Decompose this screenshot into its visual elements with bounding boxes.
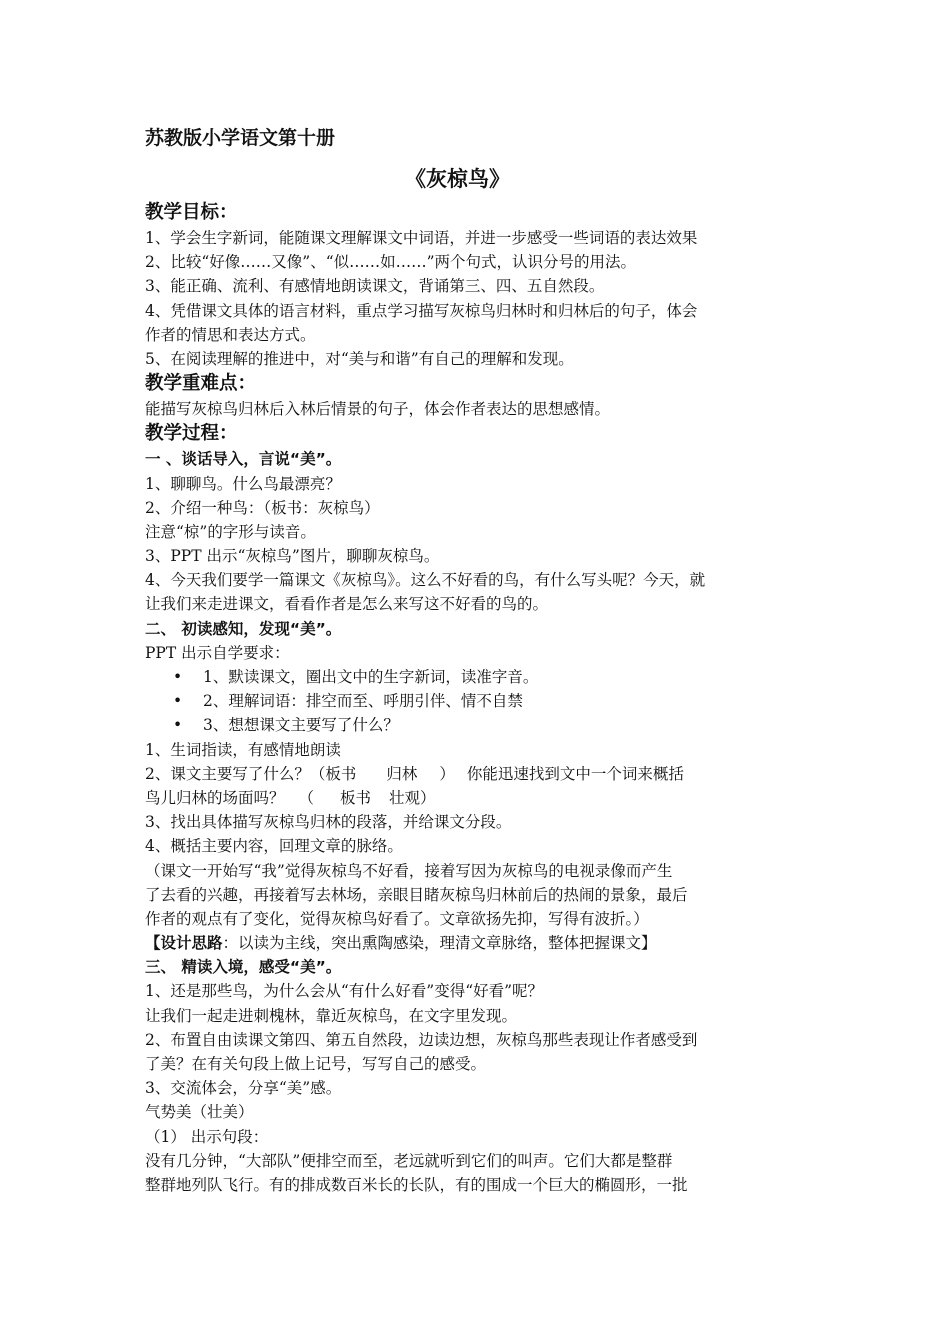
goal-line: 4、凭借课文具体的语言材料，重点学习描写灰椋鸟归林时和归林后的句子，体会 bbox=[145, 301, 698, 320]
section-3-line: 2、布置自由读课文第四、第五自然段，边读边想，灰椋鸟那些表现让作者感受到 bbox=[145, 1030, 698, 1049]
bullet-item bbox=[145, 713, 810, 737]
design-text: ：以读为主线，突出熏陶感染，理清文章脉络，整体把握课文】 bbox=[222, 934, 657, 953]
design-label: 【设计思路 bbox=[145, 934, 223, 953]
section-1-line: 让我们来走进课文，看看作者是怎么来写这不好看的鸟的。 bbox=[145, 595, 549, 614]
bullet-dot-icon: • bbox=[173, 668, 183, 686]
section-3-heading: 三、 精读入境，感受“美”。 bbox=[145, 958, 342, 977]
text-span: 你能迅速找到文中一个词来概括 bbox=[466, 764, 684, 783]
goal-line: 5、在阅读理解的推进中，对“美与和谐”有自己的理解和发现。 bbox=[145, 349, 574, 368]
section-1-line: 4、今天我们要学一篇课文《灰椋鸟》。这么不好看的鸟，有什么写头呢？今天，就 bbox=[145, 571, 706, 590]
goal-line: 作者的情思和表达方式。 bbox=[145, 325, 316, 344]
section-3-line: 整群地列队飞行。有的排成数百米长的长队，有的围成一个巨大的椭圆形，一批 bbox=[145, 1175, 688, 1194]
section-3-line: 让我们一起走进刺槐林，靠近灰椋鸟，在文字里发现。 bbox=[145, 1006, 518, 1025]
text-span: ） bbox=[439, 764, 455, 783]
text-span: 壮观） bbox=[389, 788, 436, 807]
goal-line: 3、能正确、流利、有感情地朗读课文，背诵第三、四、五自然段。 bbox=[145, 277, 605, 296]
section-2-line: 了去看的兴趣，再接着写去林场，亲眼目睹灰椋鸟归林前后的热闹的景象，最后 bbox=[145, 885, 688, 904]
section-2-line: 4、概括主要内容，回理文章的脉络。 bbox=[145, 837, 403, 856]
section-2-line bbox=[145, 786, 810, 810]
section-2-line: 1、生词指读，有感情地朗读 bbox=[145, 740, 341, 759]
goal-line: 1、学会生字新词，能随课文理解课文中词语，并进一步感受一些词语的表达效果 bbox=[145, 229, 698, 247]
bullet-dot-icon: • bbox=[173, 692, 183, 711]
section-1-line: 2、介绍一种鸟：（板书：灰椋鸟） bbox=[145, 498, 380, 517]
process-heading: 教学过程： bbox=[145, 423, 238, 445]
goal-line: 2、比较“好像……又像”、“似……如……”两个句式，认识分号的用法。 bbox=[145, 253, 637, 272]
section-2-intro: PPT 出示自学要求： bbox=[145, 643, 290, 662]
section-3-line: 了美？在有关句段上做上记号，写写自己的感受。 bbox=[145, 1055, 487, 1073]
section-1-line: 3、PPT 出示“灰椋鸟”图片，聊聊灰椋鸟。 bbox=[145, 547, 440, 566]
text-span: 2、课文主要写了什么？（板书 bbox=[145, 764, 357, 783]
document-title: 《灰椋鸟》 bbox=[405, 167, 510, 191]
bullet-text: 1、默读课文，圈出文中的生字新词，读准字音。 bbox=[203, 668, 539, 686]
goals-heading: 教学目标： bbox=[145, 202, 238, 223]
section-1-line: 1、聊聊鸟。什么鸟最漂亮？ bbox=[145, 474, 341, 493]
document-page bbox=[145, 118, 810, 1197]
text-span: （ bbox=[298, 788, 315, 807]
section-3-line: （1） 出示句段： bbox=[145, 1127, 269, 1146]
bullet-dot-icon: • bbox=[173, 716, 183, 735]
document-subtitle: 苏教版小学语文第十册 bbox=[145, 127, 336, 149]
key-points-heading: 教学重难点： bbox=[145, 373, 257, 395]
board-note: 板书 bbox=[340, 788, 372, 807]
section-2-line: （课文一开始写“我”觉得灰椋鸟不好看，接着写因为灰椋鸟的电视录像而产生 bbox=[145, 861, 673, 880]
bullet-item bbox=[145, 665, 810, 689]
bullet-item bbox=[145, 689, 810, 713]
board-note: 归林 bbox=[386, 764, 418, 783]
section-1-heading: 一 、谈话导入，言说“美”。 bbox=[145, 450, 342, 469]
design-note bbox=[145, 931, 810, 955]
section-2-line bbox=[145, 762, 810, 786]
section-1-line: 注意“椋”的字形与读音。 bbox=[145, 522, 316, 541]
text-span: 鸟儿归林的场面吗？ bbox=[145, 788, 285, 807]
section-2-line: 作者的观点有了变化，觉得灰椋鸟好看了。文章欲扬先抑，写得有波折。） bbox=[145, 909, 649, 928]
section-2-heading: 二、 初读感知，发现“美”。 bbox=[145, 619, 342, 638]
section-3-line: 气势美（壮美） bbox=[145, 1103, 254, 1122]
bullet-text: 3、想想课文主要写了什么？ bbox=[203, 716, 399, 735]
bullet-text: 2、理解词语：排空而至、呼朋引伴、情不自禁 bbox=[203, 692, 523, 711]
section-3-line: 没有几分钟，“大部队”便排空而至，老远就听到它们的叫声。它们大都是整群 bbox=[145, 1151, 673, 1170]
key-points-text: 能描写灰椋鸟归林后入林后情景的句子，体会作者表达的思想感情。 bbox=[145, 400, 611, 419]
section-3-line: 3、交流体会，分享“美”感。 bbox=[145, 1079, 342, 1098]
section-2-line: 3、找出具体描写灰椋鸟归林的段落，并给课文分段。 bbox=[145, 813, 512, 832]
section-3-line: 1、还是那些鸟，为什么会从“有什么好看”变得“好看”呢？ bbox=[145, 982, 544, 1001]
